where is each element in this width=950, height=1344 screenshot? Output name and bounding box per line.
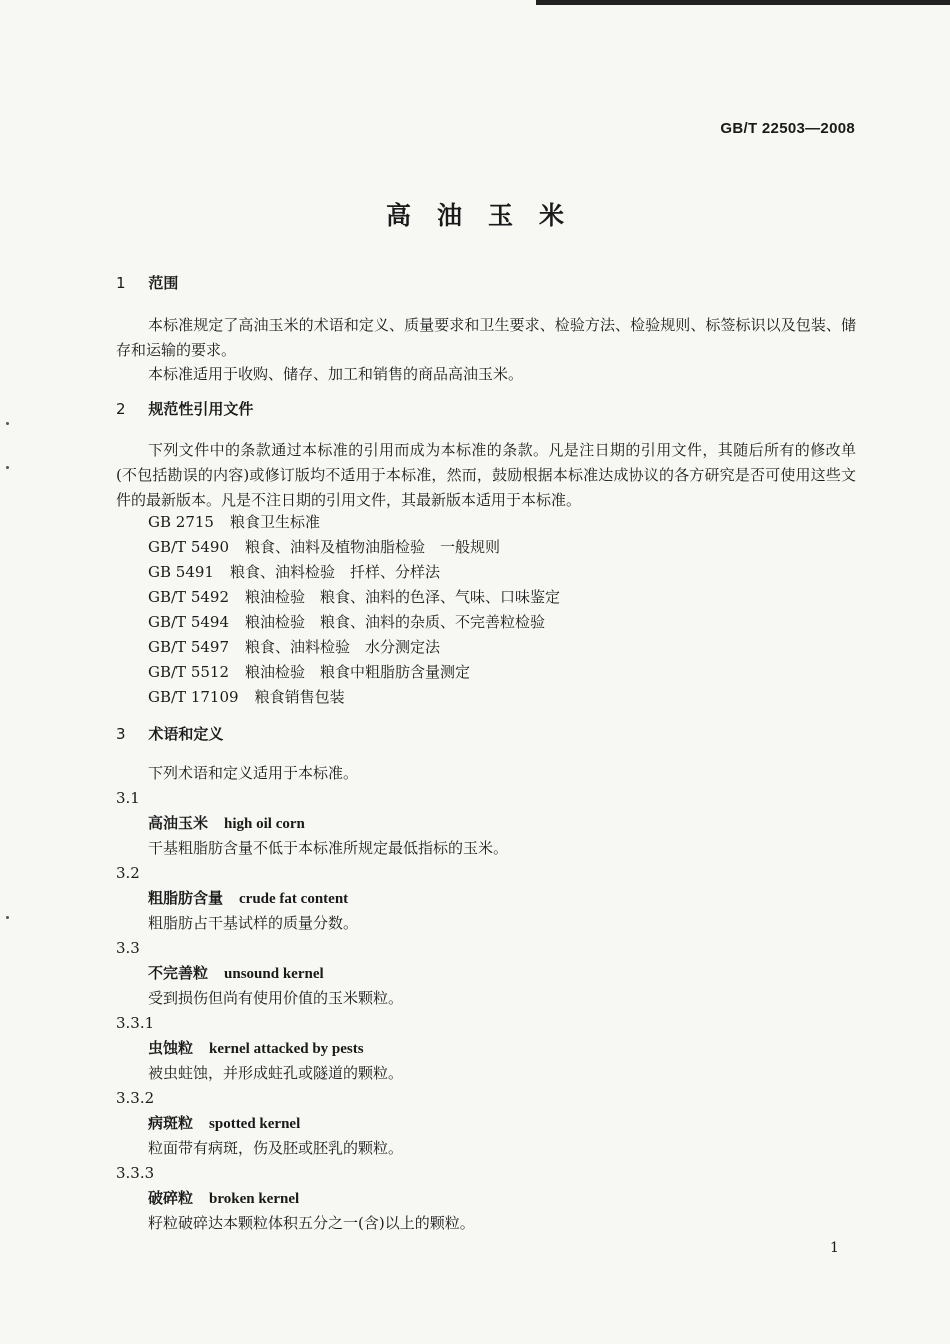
reference-title: 粮油检验 粮食中粗脂肪含量测定 <box>245 663 471 681</box>
reference-code: GB/T 17109 <box>148 688 239 706</box>
reference-code: GB/T 5512 <box>148 663 230 681</box>
reference-item <box>148 612 545 632</box>
section-2-heading <box>116 399 253 419</box>
standard-number: GB/T 22503—2008 <box>720 120 855 137</box>
term-chinese: 病斑粒 <box>148 1114 194 1132</box>
scan-speck <box>6 422 9 425</box>
reference-title: 粮油检验 粮食、油料的杂质、不完善粒检验 <box>245 613 546 631</box>
reference-title: 粮食卫生标准 <box>229 513 320 531</box>
term-heading <box>148 1188 299 1209</box>
top-border-line <box>536 0 950 5</box>
reference-title: 粮食、油料检验 水分测定法 <box>245 638 441 656</box>
section-3-intro: 下列术语和定义适用于本标准。 <box>148 764 359 782</box>
term-heading <box>148 888 348 909</box>
section-3-heading <box>116 724 223 744</box>
reference-code: GB/T 5490 <box>148 538 230 556</box>
reference-item <box>148 512 320 532</box>
document-title: 高油玉米 <box>385 201 590 230</box>
term-chinese: 破碎粒 <box>148 1189 194 1207</box>
reference-item <box>148 562 440 582</box>
term-english: spotted kernel <box>209 1116 301 1132</box>
reference-code: GB 2715 <box>148 513 214 531</box>
term-heading <box>148 1038 364 1059</box>
term-chinese: 虫蚀粒 <box>148 1039 194 1057</box>
term-number: 3.3.1 <box>116 1014 155 1032</box>
reference-title: 粮食、油料检验 扦样、分样法 <box>229 563 440 581</box>
term-definition: 干基粗脂肪含量不低于本标准所规定最低指标的玉米。 <box>148 839 509 857</box>
scan-speck <box>6 916 9 919</box>
section-title: 范围 <box>148 274 179 292</box>
page-number: 1 <box>830 1240 839 1256</box>
term-chinese: 粗脂肪含量 <box>148 889 224 907</box>
section-1-paragraph-2: 本标准适用于收购、储存、加工和销售的商品高油玉米。 <box>148 365 524 383</box>
section-number: 1 <box>116 274 126 292</box>
reference-title: 粮油检验 粮食、油料的色泽、气味、口味鉴定 <box>245 588 561 606</box>
term-english: unsound kernel <box>224 966 324 982</box>
term-heading <box>148 963 324 984</box>
reference-item <box>148 537 500 557</box>
reference-code: GB 5491 <box>148 563 214 581</box>
reference-title: 粮食、油料及植物油脂检验 一般规则 <box>245 538 501 556</box>
term-definition: 粗脂肪占干基试样的质量分数。 <box>148 914 359 932</box>
scan-speck <box>6 466 9 469</box>
term-number: 3.3.2 <box>116 1089 155 1107</box>
term-english: high oil corn <box>224 816 305 832</box>
section-title: 术语和定义 <box>148 725 224 743</box>
reference-title: 粮食销售包装 <box>254 688 345 706</box>
section-1-heading <box>116 273 178 293</box>
term-definition: 被虫蛀蚀，并形成蛀孔或隧道的颗粒。 <box>148 1064 404 1082</box>
section-2-paragraph: 下列文件中的条款通过本标准的引用而成为本标准的条款。凡是注日期的引用文件，其随后所有的修改单(不包括勘误的内容)或修订版均不适用于本标准，然而，鼓励根据本标准达成协议的各方研究是否可使用这些文件的最新版本。凡是不注日期的引用文件，其最新版本适用于本标准。 <box>116 441 856 509</box>
reference-item <box>148 587 560 607</box>
term-definition: 粒面带有病斑，伤及胚或胚乳的颗粒。 <box>148 1139 404 1157</box>
reference-item <box>148 662 470 682</box>
reference-code: GB/T 5497 <box>148 638 230 656</box>
reference-code: GB/T 5494 <box>148 613 230 631</box>
term-number: 3.1 <box>116 789 140 807</box>
term-heading <box>148 1113 300 1134</box>
reference-item <box>148 687 345 707</box>
term-english: kernel attacked by pests <box>209 1041 364 1057</box>
term-chinese: 不完善粒 <box>148 964 209 982</box>
term-definition: 受到损伤但尚有使用价值的玉米颗粒。 <box>148 989 404 1007</box>
term-definition: 籽粒破碎达本颗粒体积五分之一(含)以上的颗粒。 <box>148 1214 475 1232</box>
reference-item <box>148 637 440 657</box>
term-number: 3.3.3 <box>116 1164 155 1182</box>
term-chinese: 高油玉米 <box>148 814 209 832</box>
term-english: broken kernel <box>209 1191 300 1207</box>
term-number: 3.3 <box>116 939 140 957</box>
term-number: 3.2 <box>116 864 140 882</box>
reference-code: GB/T 5492 <box>148 588 230 606</box>
section-number: 2 <box>116 400 126 418</box>
section-number: 3 <box>116 725 126 743</box>
section-title: 规范性引用文件 <box>148 400 254 418</box>
term-english: crude fat content <box>239 891 349 907</box>
section-1-paragraph-1: 本标准规定了高油玉米的术语和定义、质量要求和卫生要求、检验方法、检验规则、标签标识以及包装、储存和运输的要求。 <box>116 316 856 359</box>
term-heading <box>148 813 305 834</box>
